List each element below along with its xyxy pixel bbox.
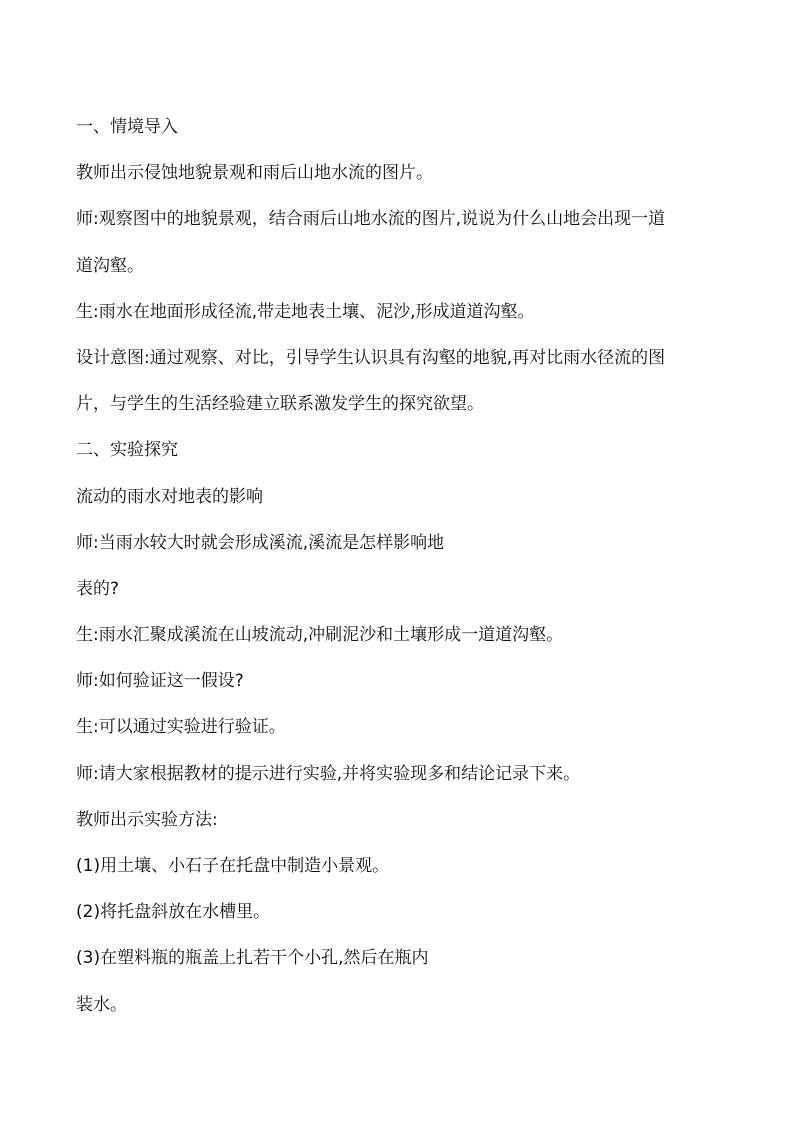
paragraph-line: 生:可以通过实验进行验证。 — [76, 717, 286, 738]
paragraph-line: 师:请大家根据教材的提示进行实验,并将实验现多和结论记录下来。 — [76, 763, 581, 784]
paragraph-line: 表的? — [76, 578, 120, 599]
list-item-step-2: (2)将托盘斜放在水槽里。 — [76, 902, 271, 923]
paragraph-line: 流动的雨水对地表的影响 — [76, 486, 263, 507]
list-item-step-1: (1)用土壤、小石子在托盘中制造小景观。 — [76, 856, 390, 876]
paragraph-line: 片，与学生的生活经验建立联系激发学生的探究欲望。 — [76, 394, 484, 415]
paragraph-line: 教师出示实验方法: — [76, 809, 218, 830]
paragraph-line: 师:如何验证这一假设? — [76, 671, 244, 692]
list-item-step-3: (3)在塑料瓶的瓶盖上扎若干个小孔,然后在瓶内 — [76, 948, 429, 969]
paragraph-line: 生:雨水汇聚成溪流在山坡流动,冲刷泥沙和土壤形成一道道沟壑。 — [76, 625, 564, 646]
paragraph-line: 装水。 — [76, 994, 127, 1015]
document-body — [76, 111, 736, 1035]
paragraph-line: 道沟壑。 — [76, 255, 144, 276]
paragraph-line: 生:雨水在地面形成径流,带走地表土壤、泥沙,形成道道沟壑。 — [76, 301, 535, 322]
paragraph-line: 教师出示侵蚀地貌景观和雨后山地水流的图片。 — [76, 163, 433, 184]
paragraph-line: 师:当雨水较大时就会形成溪流,溪流是怎样影响地 — [76, 532, 445, 553]
paragraph-line: 设计意图:通过观察、对比，引导学生认识具有沟壑的地貌,再对比雨水径流的图 — [76, 347, 666, 368]
section-heading-experiment: 二、实验探究 — [76, 440, 178, 461]
paragraph-line: 师:观察图中的地貌景观，结合雨后山地水流的图片,说说为什么山地会出现一道 — [76, 209, 666, 230]
section-heading-situation: 一、情境导入 — [76, 117, 178, 137]
